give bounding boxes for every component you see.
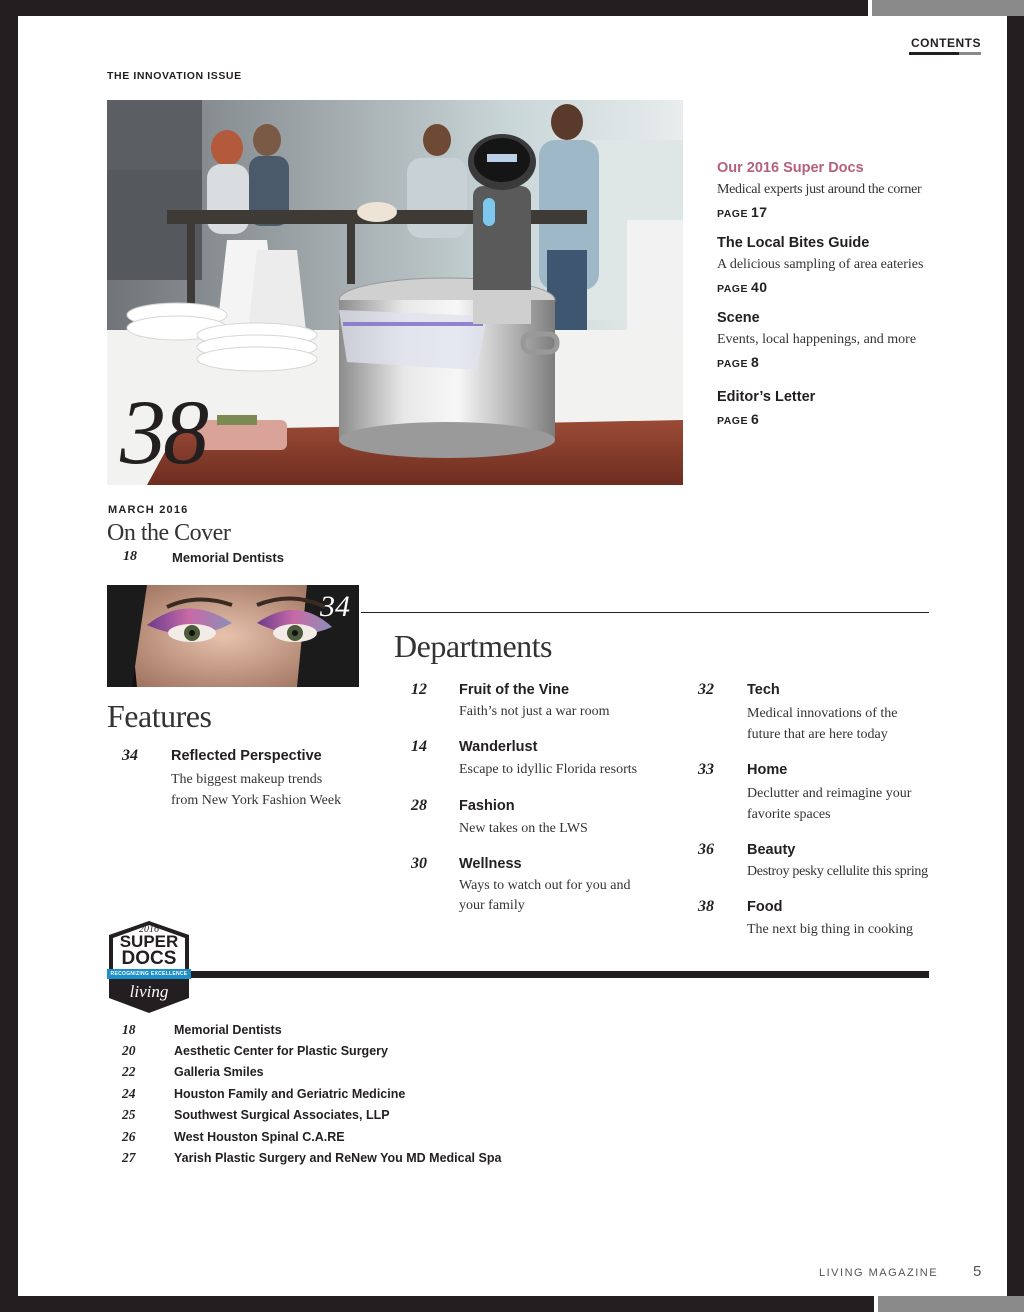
list-item-name: West Houston Spinal C.A.RE — [174, 1130, 345, 1144]
department-item-desc: The next big thing in cooking — [747, 922, 914, 937]
department-item-desc-line1: Medical innovations of the — [747, 706, 898, 721]
bottom-tab-gap — [874, 1296, 878, 1312]
top-tab-gap — [868, 0, 872, 16]
department-item-title: Fashion — [459, 798, 515, 814]
list-item-number: 22 — [122, 1064, 136, 1079]
magazine-page — [18, 16, 1007, 1296]
top-gray-tab — [872, 0, 1024, 16]
section-title-underline-accent — [959, 52, 981, 55]
department-item-desc-line1: Ways to watch out for you and — [459, 878, 631, 893]
department-item-number: 36 — [698, 841, 714, 858]
department-item-desc: Escape to idyllic Florida resorts — [459, 762, 638, 777]
sidebar-item-desc: Events, local happenings, and more — [717, 332, 917, 347]
sidebar-item-page: PAGE 40 — [717, 279, 768, 295]
badge-line1: SUPER — [119, 932, 179, 951]
list-item-name: Southwest Surgical Associates, LLP — [174, 1108, 390, 1122]
list-item-number: 27 — [122, 1150, 136, 1165]
department-item-number: 28 — [411, 797, 427, 814]
list-item-name: Memorial Dentists — [174, 1023, 282, 1037]
section-title: CONTENTS — [911, 36, 981, 50]
sidebar-item-title: The Local Bites Guide — [717, 235, 870, 251]
departments-rule — [361, 612, 929, 613]
sidebar-item-title: Our 2016 Super Docs — [717, 160, 864, 176]
department-item-desc-line2: your family — [459, 898, 525, 913]
cover-item-number: 18 — [123, 549, 137, 564]
department-item-desc: New takes on the LWS — [459, 821, 588, 836]
footer-magazine-name: LIVING MAGAZINE — [819, 1267, 939, 1279]
department-item-title: Fruit of the Vine — [459, 682, 570, 698]
department-item-desc-line2: favorite spaces — [747, 807, 831, 822]
on-the-cover-heading: On the Cover — [107, 520, 231, 546]
footer-page-number: 5 — [973, 1263, 982, 1280]
list-item-name: Galleria Smiles — [174, 1065, 264, 1079]
department-item-desc-line1: Declutter and reimagine your — [747, 786, 912, 801]
features-image-number: 34 — [320, 590, 350, 623]
list-item-name: Aesthetic Center for Plastic Surgery — [174, 1044, 388, 1058]
feature-item-desc-line2: from New York Fashion Week — [171, 793, 342, 808]
department-item-title: Wellness — [459, 856, 522, 872]
badge-year: 2016 — [139, 924, 159, 935]
sidebar-item-desc: Medical experts just around the corner — [717, 182, 922, 197]
department-item-title: Home — [747, 762, 788, 778]
list-item-number: 20 — [122, 1043, 136, 1058]
department-item-title: Wanderlust — [459, 739, 538, 755]
hero-page-number: 38 — [120, 381, 206, 483]
department-item-number: 12 — [411, 681, 427, 698]
list-item-number: 18 — [122, 1022, 136, 1037]
department-item-title: Tech — [747, 682, 780, 698]
super-docs-rule — [178, 971, 929, 978]
department-item-desc: Faith’s not just a war room — [459, 704, 610, 719]
list-item-name: Yarish Plastic Surgery and ReNew You MD Medical Spa — [174, 1151, 502, 1165]
issue-date: MARCH 2016 — [108, 504, 189, 516]
features-heading: Features — [107, 698, 212, 734]
badge-line2: DOCS — [121, 948, 177, 969]
department-item-number: 14 — [411, 738, 427, 755]
sidebar-item-title: Editor’s Letter — [717, 389, 816, 405]
cover-item-title: Memorial Dentists — [172, 550, 284, 565]
department-item-title: Beauty — [747, 842, 796, 858]
feature-item-desc-line1: The biggest makeup trends — [171, 772, 323, 787]
sidebar-item-page: PAGE 17 — [717, 204, 768, 220]
department-item-number: 32 — [698, 681, 714, 698]
super-docs-badge — [107, 920, 191, 1014]
badge-ribbon-text: RECOGNIZING EXCELLENCE — [110, 971, 188, 977]
badge-brand: living — [129, 982, 169, 1001]
sidebar-item-page: PAGE 8 — [717, 354, 760, 370]
department-item-number: 38 — [698, 898, 714, 915]
department-item-number: 30 — [411, 855, 427, 872]
issue-title: THE INNOVATION ISSUE — [107, 70, 242, 82]
sidebar-item-title: Scene — [717, 310, 760, 326]
sidebar-item-desc: A delicious sampling of area eateries — [717, 257, 924, 272]
department-item-desc: Destroy pesky cellulite this spring — [747, 864, 928, 879]
department-item-number: 33 — [698, 761, 714, 778]
department-item-title: Food — [747, 899, 783, 915]
bottom-gray-tab — [878, 1296, 1024, 1312]
list-item-number: 25 — [122, 1107, 136, 1122]
list-item-name: Houston Family and Geriatric Medicine — [174, 1087, 406, 1101]
feature-item-title: Reflected Perspective — [171, 748, 322, 764]
departments-heading: Departments — [394, 628, 552, 664]
list-item-number: 24 — [122, 1086, 136, 1101]
list-item-number: 26 — [122, 1129, 136, 1144]
department-item-desc-line2: future that are here today — [747, 727, 888, 742]
feature-item-number: 34 — [122, 747, 138, 764]
sidebar-item-page: PAGE 6 — [717, 411, 760, 427]
